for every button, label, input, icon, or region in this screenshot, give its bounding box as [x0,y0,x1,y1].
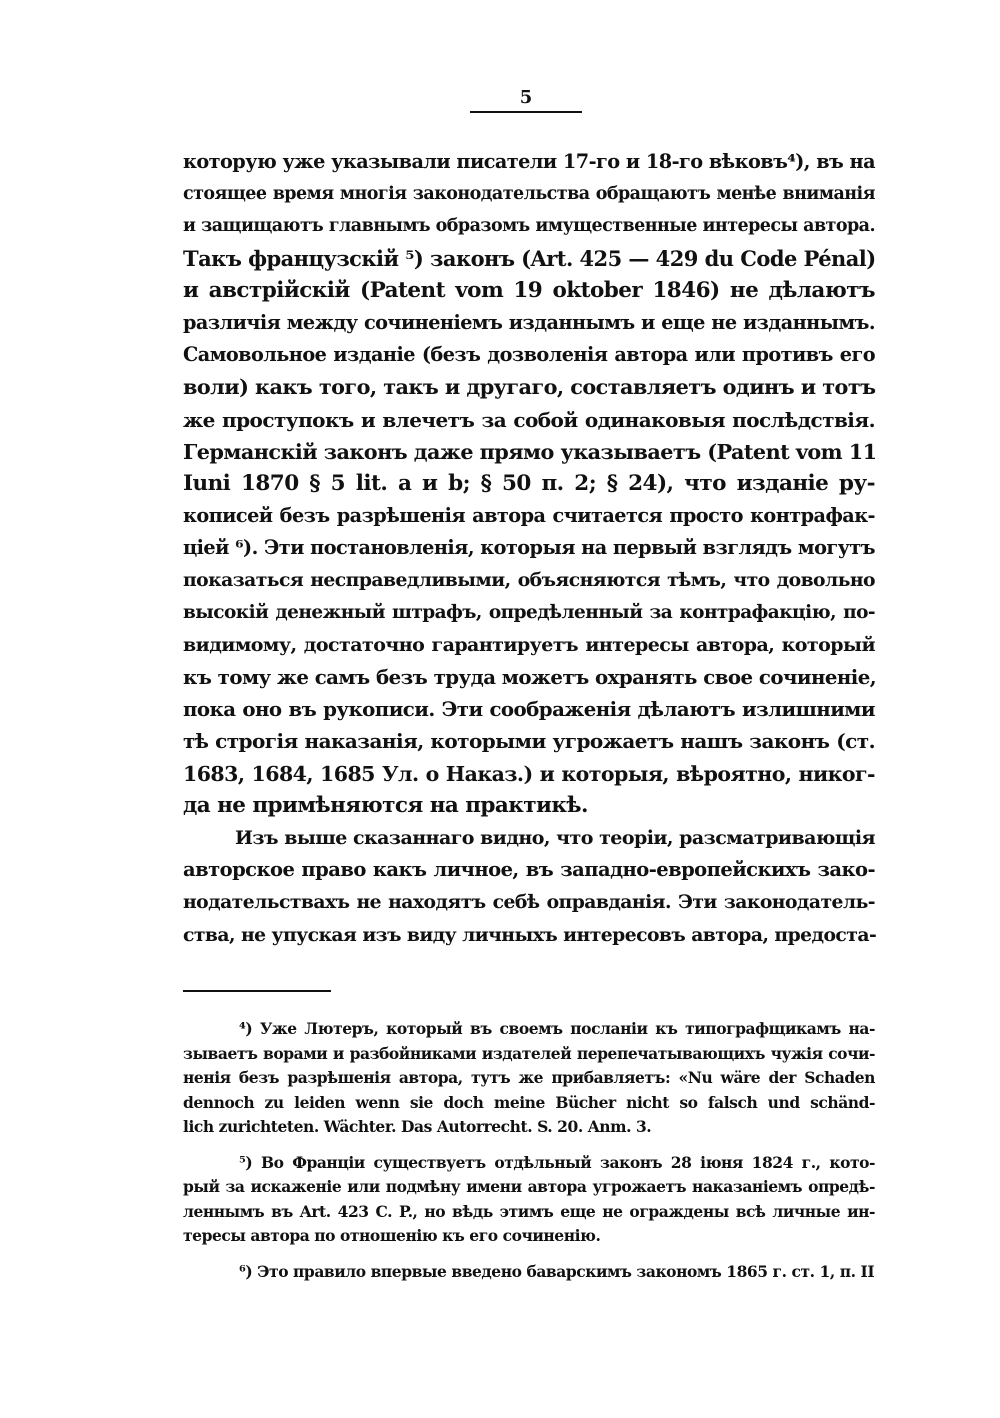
text-line: и защищаютъ главнымъ образомъ имущественные интересы автора. [183,216,875,237]
footnote-line: ⁵) Во Франціи существуетъ отдѣльный законъ 28 іюня 1824 г., кото- [239,1152,875,1172]
footnote-line: леннымъ въ Art. 423 C. P., но вѣдь этимъ еще не ограждены всѣ личные ин- [183,1201,875,1221]
text-line: Такъ французскій ⁵) законъ (Art. 425 — 429 du Code Pénal) [183,245,876,271]
footnote-6 [183,1260,875,1285]
footnote-line: ненія безъ разрѣшенія автора, тутъ же прибавляетъ: «Nu wäre der Schaden [183,1068,875,1087]
text-line: Самовольное изданіе (безъ дозволенія автора или противъ его [183,343,875,367]
footnote-line: зываетъ ворами и разбойниками издателей перепечатывающихъ чужія сочи- [183,1043,875,1063]
text-line: Германскій законъ даже прямо указываетъ (Patent vom 11 [183,439,877,464]
footnote-line: рый за искаженіе или подмѣну имени автора угрожаетъ наказаніемъ опредѣ- [183,1177,875,1196]
footnote-line: ⁶) Это правило впервые введено баварскимъ закономъ 1865 г. ст. 1, п. II [239,1261,875,1281]
page-number-rule [470,111,582,113]
text-line: нодательствахъ не находятъ себѣ оправданія. Эти законодатель- [183,891,875,914]
text-line: которую уже указывали писатели 17-го и 18-го вѣковъ⁴), въ на [183,150,875,173]
footnote-line: тересы автора по отношенію къ его сочиненію. [183,1226,601,1245]
text-line: кописей безъ разрѣшенія автора считается просто контрафак- [183,504,875,528]
text-line: къ тому же самъ безъ труда можетъ охранять свое сочиненіе, [183,665,877,689]
text-line: стоящее время многія законодательства обращаютъ менѣе вниманія [183,184,875,205]
text-line: Изъ выше сказаннаго видно, что теоріи, разсматривающія [235,826,875,849]
text-line: тѣ строгія наказанія, которыми угрожаетъ нашъ законъ (ст. [183,729,875,754]
text-line: авторское право какъ личное, въ западно-европейскихъ зако- [183,858,875,882]
footnote-line: lich zurichteten. Wächter. Das Autorrecht. S. 20. Anm. 3. [183,1117,652,1136]
text-line: воли) какъ того, такъ и другаго, составляетъ одинъ и тотъ [183,375,876,400]
text-line: пока оно въ рукописи. Эти соображенія дѣлаютъ излишними [183,697,875,722]
text-line: Iuni 1870 § 5 lit. a и b; § 50 п. 2; § 24), что изданіе ру- [183,470,875,496]
text-line: показаться несправедливыми, объясняются тѣмъ, что довольно [183,569,875,592]
footnote-line: ⁴) Уже Лютеръ, который въ своемъ посланіи къ типографщикамъ на- [239,1019,875,1038]
main-text [183,146,875,951]
text-line: ціей ⁶). Эти постановленія, которыя на первый взглядъ могутъ [183,536,875,560]
footnote-line: dennoch zu leiden wenn sie doch meine Bücher nicht so falsch und schänd- [183,1092,875,1112]
text-line: 1683, 1684, 1685 Ул. о Наказ.) и которыя, вѣроятно, никог- [183,761,875,786]
footnote-5 [183,1151,875,1249]
text-line: различія между сочиненіемъ изданнымъ и еще не изданнымъ. [183,310,875,334]
page-number: 5 [519,87,533,108]
text-line: видимому, достаточно гарантируетъ интересы автора, который [183,633,875,656]
text-line: и австрійскій (Patent vom 19 oktober 1846) не дѣлаютъ [183,277,875,303]
footnotes [183,1017,875,1284]
text-line: высокій денежный штрафъ, опредѣленный за контрафакцію, по- [183,601,875,623]
text-line: да не примѣняются на практикѣ. [183,792,588,818]
footnote-separator [183,990,331,992]
text-line: ства, не упуская изъ виду личныхъ интересовъ автора, предоста- [183,923,877,946]
text-line: же проступокъ и влечетъ за собой одинаковыя послѣдствія. [183,407,875,432]
footnote-4 [183,1017,875,1140]
